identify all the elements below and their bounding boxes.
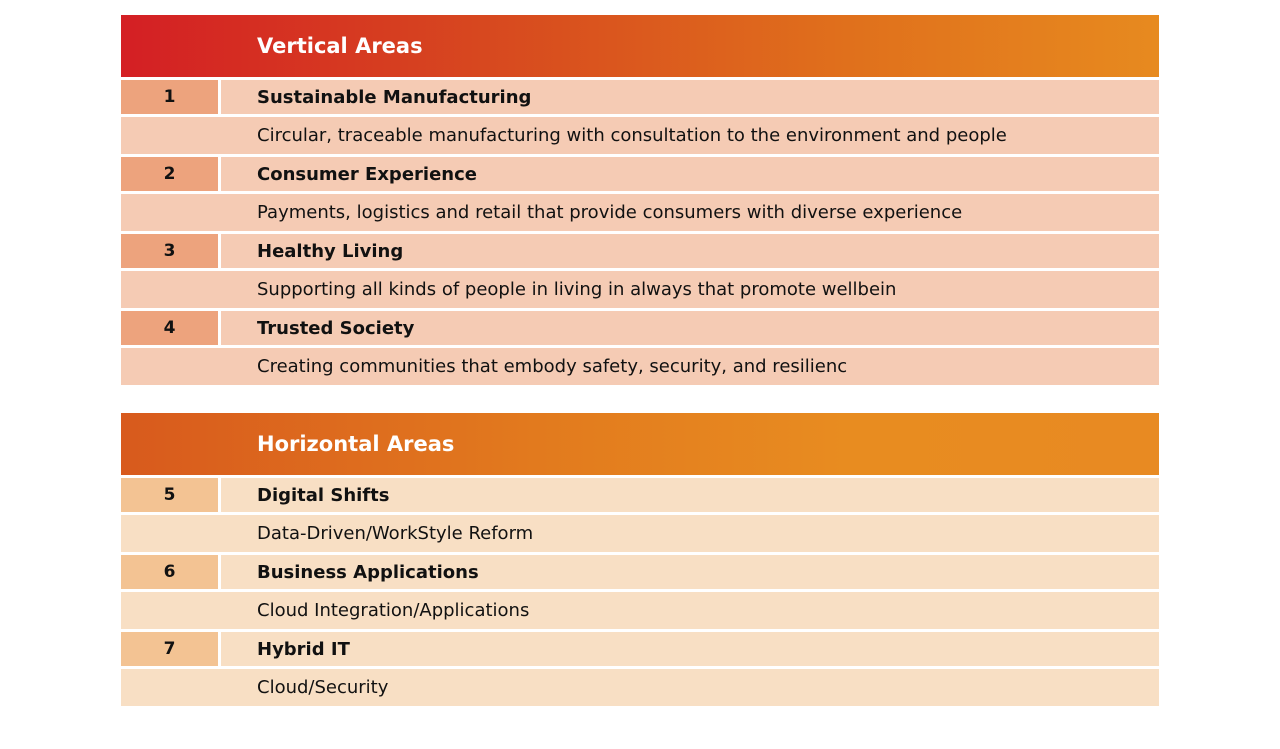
area-description-row (121, 194, 1159, 231)
area-item-1 (121, 80, 1159, 154)
area-item-6 (121, 555, 1159, 629)
area-description: Cloud Integration/Applications (121, 592, 1159, 629)
area-description-row (121, 515, 1159, 552)
area-title-row (121, 80, 1159, 114)
area-description: Supporting all kinds of people in living in always that promote wellbein (121, 271, 1159, 308)
horizontal-areas-header (121, 413, 1159, 475)
area-description: Payments, logistics and retail that provide consumers with diverse experience (121, 194, 1159, 231)
area-title: Sustainable Manufacturing (221, 80, 1159, 114)
area-title-row (121, 157, 1159, 191)
area-description: Creating communities that embody safety, security, and resilienc (121, 348, 1159, 385)
area-description-row (121, 271, 1159, 308)
area-title: Trusted Society (221, 311, 1159, 345)
horizontal-areas-panel (121, 413, 1159, 706)
area-description-row (121, 592, 1159, 629)
area-description: Circular, traceable manufacturing with consultation to the environment and people (121, 117, 1159, 154)
area-description: Cloud/Security (121, 669, 1159, 706)
area-number: 2 (121, 157, 218, 191)
area-title-row (121, 311, 1159, 345)
area-title: Consumer Experience (221, 157, 1159, 191)
area-title-row (121, 632, 1159, 666)
vertical-areas-header (121, 15, 1159, 77)
area-number: 7 (121, 632, 218, 666)
area-number: 4 (121, 311, 218, 345)
area-item-7 (121, 632, 1159, 706)
area-title-row (121, 478, 1159, 512)
area-title: Hybrid IT (221, 632, 1159, 666)
area-description-row (121, 117, 1159, 154)
horizontal-areas-title: Horizontal Areas (257, 432, 455, 456)
area-number: 6 (121, 555, 218, 589)
area-title: Digital Shifts (221, 478, 1159, 512)
area-title-row (121, 555, 1159, 589)
area-number: 5 (121, 478, 218, 512)
vertical-areas-title: Vertical Areas (257, 34, 423, 58)
area-number: 3 (121, 234, 218, 268)
area-item-2 (121, 157, 1159, 231)
area-title: Healthy Living (221, 234, 1159, 268)
area-number: 1 (121, 80, 218, 114)
area-item-4 (121, 311, 1159, 385)
area-title-row (121, 234, 1159, 268)
area-item-5 (121, 478, 1159, 552)
area-description: Data-Driven/WorkStyle Reform (121, 515, 1159, 552)
area-title: Business Applications (221, 555, 1159, 589)
area-description-row (121, 348, 1159, 385)
area-description-row (121, 669, 1159, 706)
area-item-3 (121, 234, 1159, 308)
vertical-areas-panel (121, 15, 1159, 385)
